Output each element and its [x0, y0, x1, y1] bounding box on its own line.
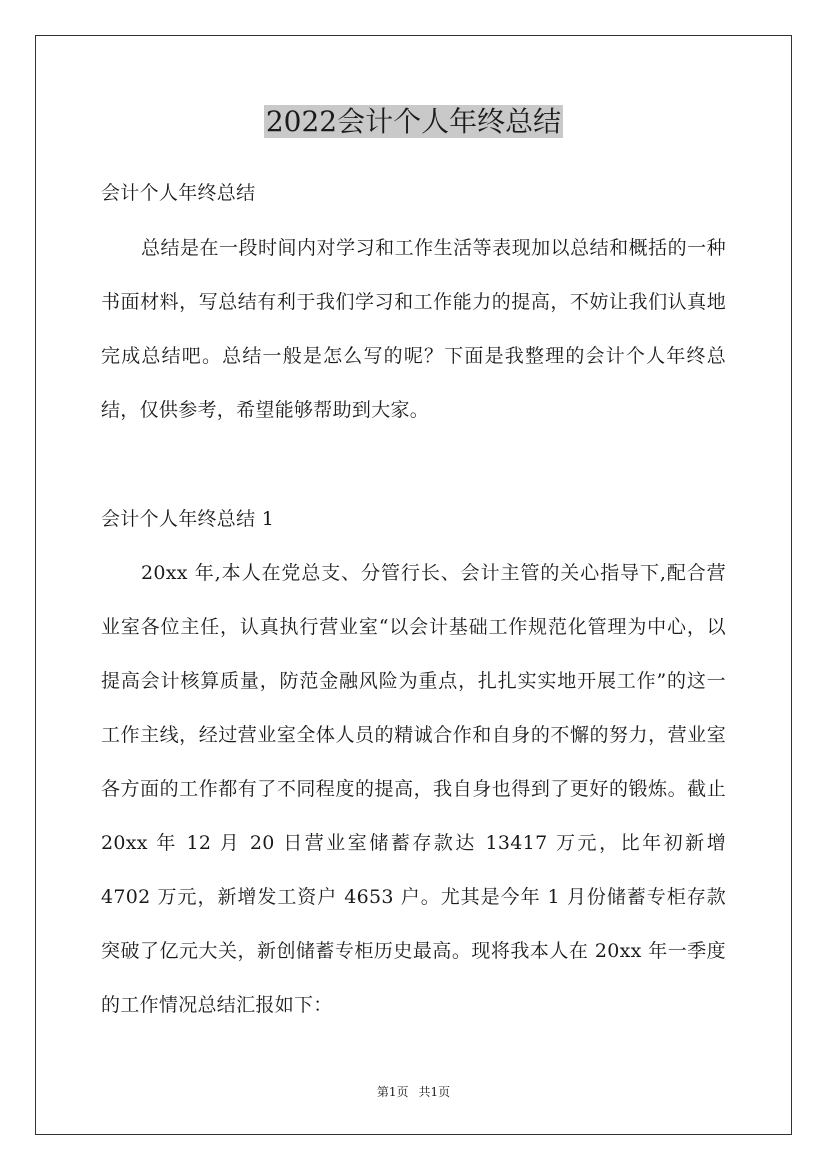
document-title — [0, 100, 827, 144]
page-number-total: 共1页 — [418, 1085, 451, 1099]
subheading-1: 会计个人年终总结 1 — [101, 508, 275, 530]
page-footer — [0, 1083, 827, 1101]
intro-paragraph: 总结是在一段时间内对学习和工作生活等表现加以总结和概括的一种书面材料，写总结有利于我们学习和工作能力的提高，不妨让我们认真地完成总结吧。总结一般是怎么写的呢？下面是我整理的会计个人年终总结，仅供参考，希望能够帮助到大家。 — [101, 237, 726, 421]
page-number-current: 第1页 — [376, 1085, 409, 1099]
section-heading: 会计个人年终总结 — [101, 182, 256, 204]
body-paragraph-1: 20xx 年,本人在党总支、分管行长、会计主管的关心指导下,配合营业室各位主任，认真执行营业室“以会计基础工作规范化管理为中心，以提高会计核算质量，防范金融风险为重点，扎扎实实地开展工作”的这一工作主线，经过营业室全体人员的精诚合作和自身的不懈的努力，营业室各方面的工作都有了不同程度的提高，我自身也得到了更好的锻炼。截止 20xx 年 12 月 20 日营业室储蓄存款达 13417 万元，比年初新增 4702 万元，新增发工资户 4653 户。尤其是今年 1 月份储蓄专柜存款突破了亿元大关，新创储蓄专柜历史最高。现将我本人在 20xx 年一季度的工作情况总结汇报如下： — [101, 562, 726, 1016]
document-title-text: 2022会计个人年终总结 — [265, 105, 562, 138]
